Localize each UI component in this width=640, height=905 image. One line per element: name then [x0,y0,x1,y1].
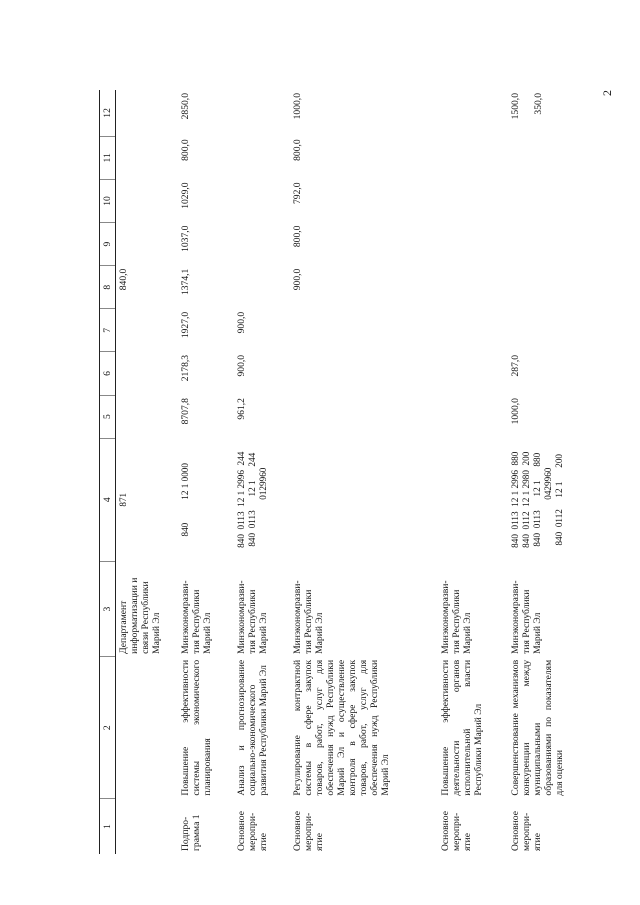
executor-cell [234,561,290,657]
executor-line: Минэкономразви- [439,580,451,654]
row-type-cell: Основное меропри-ятие [235,811,269,851]
executor-line: Минэкономразви- [509,580,521,654]
executor-line: Марий Эл [257,612,269,654]
header-cell: 10 [100,179,116,222]
amount-cell: 900,0 [235,311,247,334]
amount-cell [438,309,508,352]
amount-cell [438,136,508,179]
amount-cell [438,352,508,395]
header-cell: 4 [100,438,116,561]
amount-cell [290,352,438,395]
header-cell: 7 [100,309,116,352]
header-cell: 3 [100,561,116,657]
amount-cell: 8707,8 [179,398,191,425]
amount-cell [508,266,574,309]
amount-cell: 1000,0 [509,398,521,425]
amount-cell [234,179,290,222]
row-name-cell: Регулирование контрактной системы в сфере закупок товаров, работ, услуг для обеспечения нужд Республики Марий Эл и осуществление контроля в сфере закупок товаров, работ, услуг для обеспечения нужд Республики Марий Эл [291,659,391,796]
amount-cell [438,223,508,266]
executor-line: Марий Эл [201,612,213,654]
amount-cell: 792,0 [291,182,303,204]
header-cell: 8 [100,266,116,309]
amount-cell [234,223,290,266]
executor-line: связи Республики [140,581,152,654]
amount-cell: 900,0 [235,354,247,377]
executor-line: Марий Эл [151,612,163,654]
row-type-cell: Основное меропри-ятие [439,811,473,851]
table-row [508,90,574,854]
amount-cell: 287,0 [509,354,521,377]
amount-cell [438,179,508,222]
budget-code-cell: 840 12 1 0000 [179,463,190,537]
table-row [116,90,178,854]
row-type-cell: Основное меропри-ятие [291,811,325,851]
header-cell: 9 [100,223,116,266]
executor-cell [116,561,178,657]
header-cell: 12 [100,90,116,136]
page-number: 2 [600,90,614,96]
amount-cell: 1037,0 [179,225,191,252]
amount-cell: 1927,0 [179,311,191,339]
executor-line: Марий Эл [461,612,473,654]
row-name-cell: Повышение эффективности деятельности органов исполнительной власти Республики Марий Эл [439,659,484,796]
budget-table [99,90,574,854]
amount-cell: 1000,0 [291,93,303,120]
rotated-table-wrapper [99,90,565,854]
amount-cell [438,266,508,309]
amount-cell [116,90,178,136]
row-type-cell [116,799,178,854]
amount-cell [508,309,574,352]
budget-code-cell: 840 0113 12 1 2996 244 840 0113 12 1 244 0129960 [235,451,268,548]
amount-cell [116,395,178,438]
amount-cell [290,309,438,352]
amount-cell: 1374,1 [179,268,191,296]
row-name-cell: Анализ и прогнозирование социально-экономического развития Республики Марий Эл [235,659,269,796]
amount-cell [508,179,574,222]
executor-line: Марий Эл [531,612,543,654]
amount-cell [234,136,290,179]
amount-cell [116,309,178,352]
budget-code-cell [290,438,438,561]
row-name-cell [116,657,178,799]
executor-cell [438,561,508,657]
row-type-cell: Основное меропри-ятие [509,811,543,851]
executor-line: Минэкономразви- [179,580,191,654]
executor-line: информатизации и [129,577,141,654]
amount-cell: 840,0 [118,268,129,291]
budget-code-cell [438,438,508,561]
executor-line: Марий Эл [313,612,325,654]
amount-cell [234,266,290,309]
amount-cell: 800,0 [291,139,303,161]
header-cell: 5 [100,395,116,438]
amount-cell [116,136,178,179]
amount-cell [234,90,290,136]
executor-cell [290,561,438,657]
amount-cell [116,223,178,266]
executor-line: тия Республики [302,589,314,654]
amount-cell: 800,0 [179,139,191,161]
executor-line: тия Республики [520,589,532,654]
budget-code-cell: 871 [118,492,128,507]
executor-line: Минэкономразви- [291,580,303,654]
amount-cell [290,395,438,438]
header-cell: 1 [100,799,116,854]
header-row [100,90,116,854]
table-row [290,90,438,854]
amount-cell: 1029,0 [179,182,191,209]
budget-code-cell: 840 0113 12 1 2996 880 840 0112 12 1 2980 200 840 0113 12 1 880 0429960 840 0112 12 1 200 [509,451,564,548]
header-cell: 2 [100,657,116,799]
amount-cell: 1500,0 350,0 [509,93,544,120]
amount-cell [438,395,508,438]
amount-cell: 2850,0 [179,93,191,120]
table-row [234,90,290,854]
executor-line: тия Республики [190,589,202,654]
executor-line: Минэкономразви- [235,580,247,654]
amount-cell [508,223,574,266]
row-name-cell: Повышение эффективности системы экономического планирования [179,659,213,796]
amount-cell: 961,2 [235,398,247,420]
amount-cell: 900,0 [291,268,303,291]
amount-cell: 800,0 [291,225,303,248]
executor-line: тия Республики [450,589,462,654]
amount-cell [116,179,178,222]
header-cell: 11 [100,136,116,179]
executor-line: тия Республики [246,589,258,654]
row-name-cell: Совершенствование механизмов конкуренции между муниципальными образованиями по показателям для оценки [509,659,565,796]
amount-cell [438,90,508,136]
amount-cell: 2178,3 [179,354,191,382]
row-type-cell: Подпро-грамма 1 [179,814,202,851]
header-cell: 6 [100,352,116,395]
executor-line: Департамент [118,600,129,654]
amount-cell [116,352,178,395]
table-row [438,90,508,854]
executor-cell [508,561,574,657]
executor-cell [178,561,234,657]
table-row [178,90,234,854]
amount-cell [508,136,574,179]
